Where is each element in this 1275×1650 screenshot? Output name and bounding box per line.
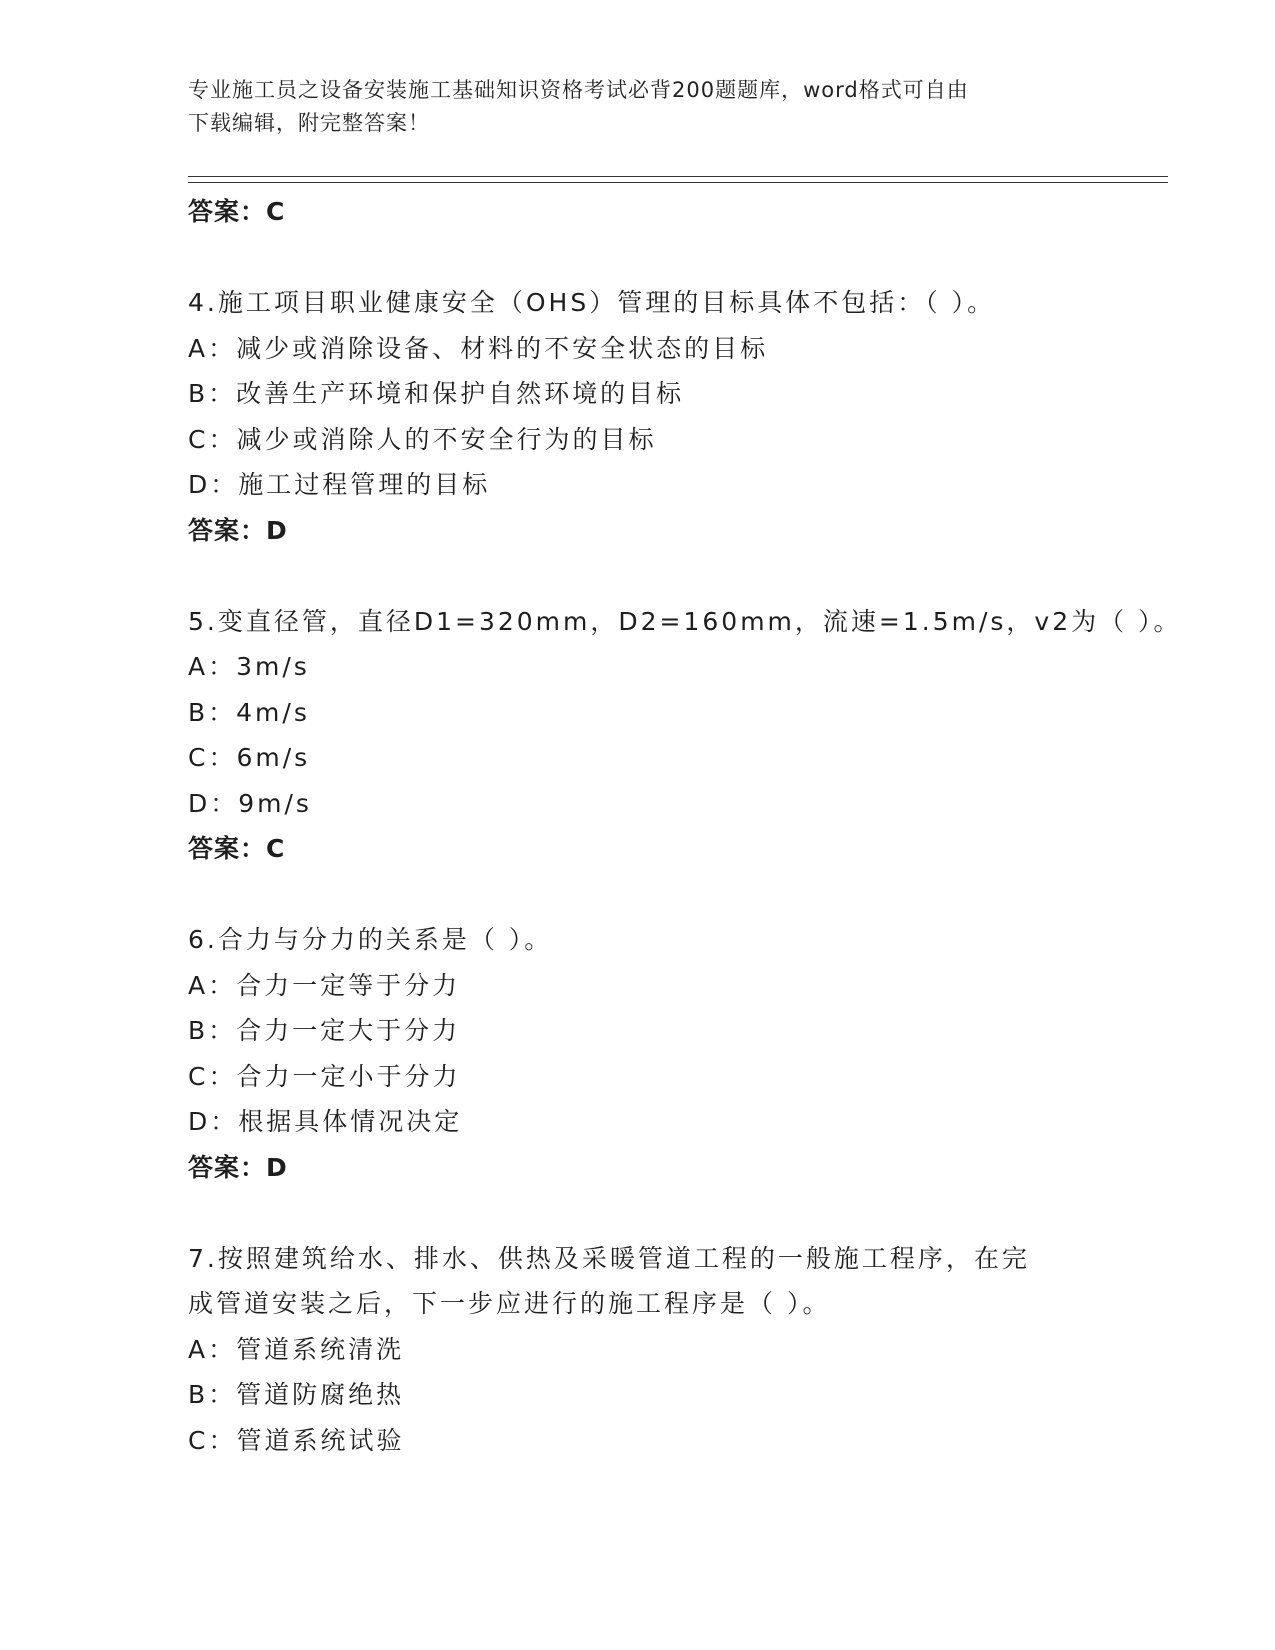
spacer xyxy=(188,872,1148,918)
spacer xyxy=(188,553,1148,599)
answer-line: 答案：C xyxy=(188,197,286,226)
question-block xyxy=(188,917,1148,1190)
spacer xyxy=(188,1190,1148,1236)
question-stem-line1: 7.按照建筑给水、排水、供热及采暖管道工程的一般施工程序，在完 xyxy=(188,1243,1030,1273)
question-block xyxy=(188,280,1148,553)
option-c: C：合力一定小于分力 xyxy=(188,1061,461,1091)
question-stem-line2: 成管道安装之后，下一步应进行的施工程序是（ ）。 xyxy=(188,1289,831,1318)
option-a: A：减少或消除设备、材料的不安全状态的目标 xyxy=(188,333,769,363)
option-a: A：合力一定等于分力 xyxy=(188,970,461,1000)
answer-line: 答案：C xyxy=(188,834,286,863)
option-b: B：改善生产环境和保护自然环境的目标 xyxy=(188,379,685,408)
option-a: A：3m/s xyxy=(188,652,310,681)
spacer xyxy=(188,235,1148,281)
question-stem: 6.合力与分力的关系是（ ）。 xyxy=(188,925,553,954)
option-d: D：施工过程管理的目标 xyxy=(188,470,491,499)
option-d: D：9m/s xyxy=(188,788,312,818)
option-c: C：管道系统试验 xyxy=(188,1425,405,1455)
question-block xyxy=(188,1236,1148,1464)
header-title-line1: 专业施工员之设备安装施工基础知识资格考试必背200题题库，word格式可自由 xyxy=(188,78,969,102)
header-divider-bottom xyxy=(188,182,1168,183)
answer-line: 答案：D xyxy=(188,1152,288,1182)
question-stem: 4.施工项目职业健康安全（OHS）管理的目标具体不包括：（ ）。 xyxy=(188,288,996,317)
option-b: B：合力一定大于分力 xyxy=(188,1016,461,1045)
question-block xyxy=(188,599,1182,872)
option-c: C：减少或消除人的不安全行为的目标 xyxy=(188,424,657,454)
answer-line: 答案：D xyxy=(188,515,288,545)
option-b: B：管道防腐绝热 xyxy=(188,1380,405,1409)
option-a: A：管道系统清洗 xyxy=(188,1334,405,1364)
document-header xyxy=(188,74,1088,140)
header-title-line2: 下载编辑，附完整答案！ xyxy=(188,111,430,135)
option-d: D：根据具体情况决定 xyxy=(188,1107,463,1136)
question-list xyxy=(188,189,1182,1463)
question-stem: 5.变直径管，直径D1=320mm，D2=160mm，流速=1.5m/s，v2为（ ）。 xyxy=(188,606,1182,636)
header-divider-top xyxy=(188,176,1168,177)
option-b: B：4m/s xyxy=(188,697,310,727)
option-c: C：6m/s xyxy=(188,743,311,772)
